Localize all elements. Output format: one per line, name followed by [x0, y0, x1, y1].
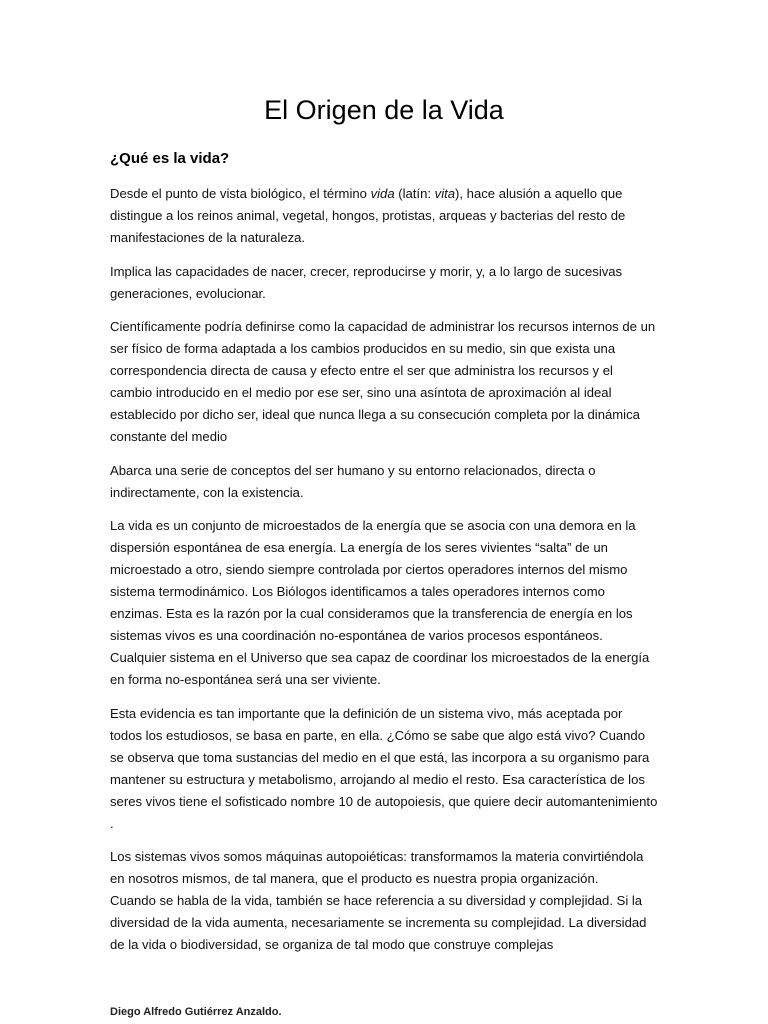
- paragraph-capacities: Implica las capacidades de nacer, crecer, reproducirse y morir, y, a lo largo de sucesivas generaciones, evolucionar.: [110, 263, 623, 301]
- document-body: [110, 148, 658, 968]
- footer-author: Diego Alfredo Gutiérrez Anzaldo.: [110, 1006, 282, 1018]
- term-vida: vida: [370, 186, 395, 201]
- paragraph-machines: Los sistemas vivos somos máquinas autopoiéticas: transformamos la materia convirtiéndola en nosotros mismos, de tal manera, que el producto es nuestra propia organización.: [110, 849, 644, 886]
- paragraph-energy: La vida es un conjunto de microestados de la energía que se asocia con una demora en la dispersión espontánea de esa energía. La energía de los seres vivientes “salta” de un microestado a otro, siendo siempre controlada por ciertos operadores internos del mismo sistema termodinámico. Los Biólogos identificamos a tales operadores internos como enzimas. Esta es la razón por la cual consideramos que la transferencia de energía en los sistemas vivos es una coordinación no-espontánea de varios procesos espontáneos. Cualquier sistema en el Universo que sea capaz de coordinar los microestados de la energía en forma no-espontánea será una ser viviente.: [110, 518, 650, 687]
- paragraph-text: Desde el punto de vista biológico, el término: [110, 186, 371, 201]
- paragraph-text: ), hace alusión a aquello que distingue a los reinos animal, vegetal, hongos, protistas, arqueas y bacterias del resto de manifestaciones de la naturaleza.: [110, 186, 626, 245]
- page-title: El Origen de la Vida: [264, 95, 504, 125]
- paragraph-definition: [110, 183, 658, 249]
- paragraph-autopoiesis: Esta evidencia es tan importante que la definición de un sistema vivo, más aceptada por todos los estudiosos, se basa en parte, en ella. ¿Cómo se sabe que algo está vivo? Cuando se observa que toma sustancias del medio en el que está, las incorpora a su organismo para mantener su estructura y metabolismo, arrojando al medio el resto. Esa característica de los seres vivos tiene el sofisticado nombre 10 de autopoiesis, que quiere decir automantenimiento .: [110, 705, 658, 831]
- term-vita: vita: [434, 186, 456, 201]
- paragraph-diversity: Cuando se habla de la vida, también se hace referencia a su diversidad y complejidad. Si la diversidad de la vida aumenta, necesariamente se incrementa su complejidad. La diversidad de la vida o biodiversidad, se organiza de tal modo que construye complejas: [110, 893, 647, 952]
- paragraph-text: (latín:: [394, 186, 435, 201]
- paragraph-concepts: Abarca una serie de conceptos del ser humano y su entorno relacionados, directa o indirectamente, con la existencia.: [110, 462, 596, 500]
- section-heading: ¿Qué es la vida?: [110, 150, 230, 167]
- paragraph-scientific: Científicamente podría definirse como la capacidad de administrar los recursos internos de un ser físico de forma adaptada a los cambios producidos en su medio, sin que exista una correspondencia directa de causa y efecto entre el ser que administra los recursos y el cambio introducido en el medio por ese ser, sino una asíntota de aproximación al ideal establecido por dicho ser, ideal que nunca llega a su consecución completa por la dinámica constante del medio: [110, 319, 656, 444]
